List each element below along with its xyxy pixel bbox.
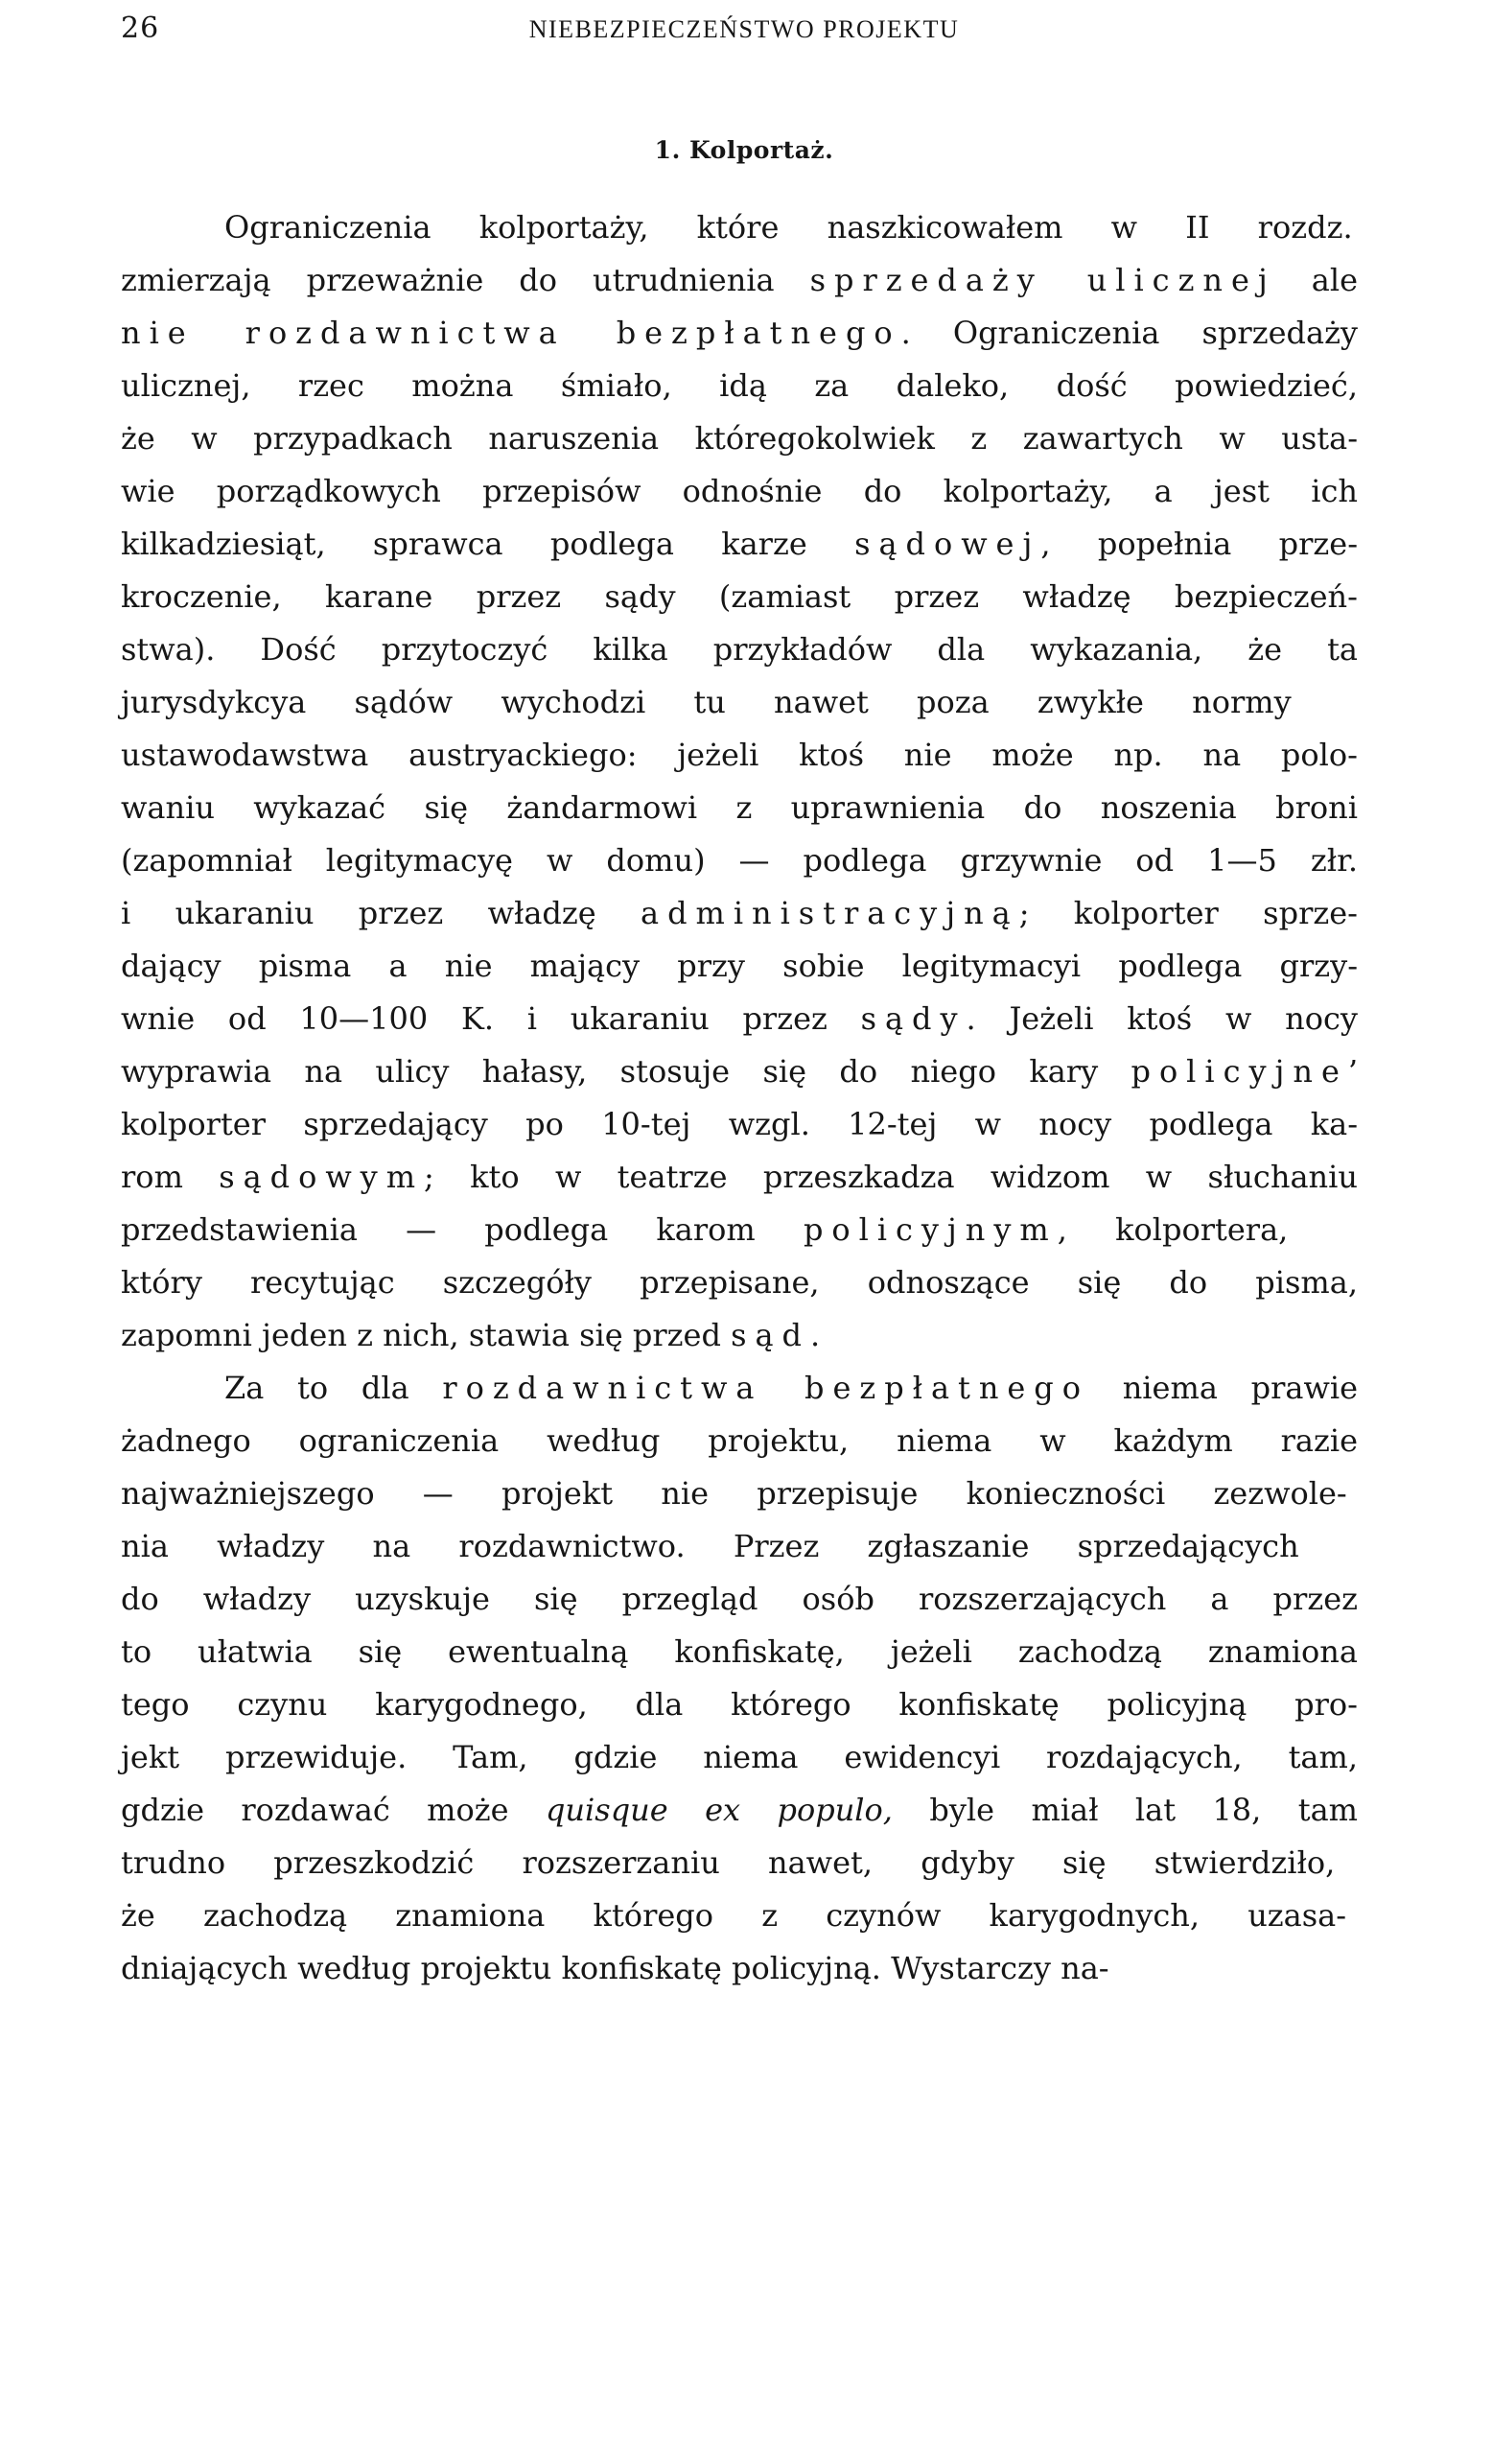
spaced-emphasis: sądowej [854, 526, 1041, 562]
text-segment: (zapomniał legitymacyę w domu) — podlega grzywnie od 1—5 złr. [121, 842, 1359, 879]
text-line [121, 1942, 1358, 1995]
spaced-emphasis: sąd [731, 1317, 810, 1353]
text-line [121, 571, 1358, 623]
text-segment: waniu wykazać się żandarmowi z uprawnienia do noszenia broni [121, 789, 1359, 826]
text-segment: że w przypadkach naruszenia któregokolwiek z zawartych w usta- [121, 420, 1359, 457]
text-line [121, 201, 1358, 254]
text-segment: ustawodawstwa austryackiego: jeżeli ktoś nie może np. na polo- [121, 737, 1358, 773]
text-line [121, 676, 1358, 729]
text-segment: Za to dla [224, 1370, 443, 1406]
spaced-emphasis: sądy [860, 1000, 967, 1037]
text-segment: , popełnia prze- [1040, 526, 1359, 562]
text-segment: trudno przeszkodzić rozszerzaniu nawet, gdyby się stwierdziło, [121, 1844, 1336, 1881]
text-line [121, 1573, 1358, 1626]
text-line [121, 465, 1358, 518]
text-line [121, 360, 1358, 412]
text-segment: . Jeżeli ktoś w nocy [966, 1000, 1358, 1037]
page-header [121, 12, 1367, 59]
text-segment: nia władzy na rozdawnictwo. Przez zgłaszanie sprzedających [121, 1528, 1299, 1564]
text-segment: że zachodzą znamiona którego z czynów karygodnych, uzasa- [121, 1897, 1347, 1934]
text-segment: rom [121, 1159, 220, 1195]
text-line [121, 1889, 1358, 1942]
spaced-emphasis: policyjnym [803, 1211, 1058, 1248]
text-line [121, 307, 1358, 360]
text-segment: jurysdykcya sądów wychodzi tu nawet poza zwykłe normy [121, 684, 1292, 720]
text-segment: dniających według projektu konfiskatę policyjną. Wystarczy na- [121, 1950, 1109, 1986]
text-segment: stwa). Dość przytoczyć kilka przykładów dla wykazania, że ta [121, 631, 1359, 668]
text-segment: jekt przewiduje. Tam, gdzie niema ewidencyi rozdających, tam, [121, 1739, 1359, 1775]
text-segment: najważniejszego — projekt nie przepisuje konieczności zezwole- [121, 1475, 1347, 1512]
text-line [121, 1626, 1358, 1678]
text-line [121, 1415, 1358, 1467]
text-line [121, 1731, 1358, 1784]
page-number: 26 [121, 12, 160, 45]
text-line [121, 993, 1358, 1045]
text-segment: zmierzają przeważnie do utrudnienia [121, 262, 810, 298]
text-line [121, 1204, 1358, 1256]
text-line [121, 1678, 1358, 1731]
text-segment: do władzy uzyskuje się przegląd osób rozszerzających a przez [121, 1581, 1358, 1617]
text-segment: tego czynu karygodnego, dla którego konfiskatę policyjną pro- [121, 1686, 1358, 1723]
text-line [121, 254, 1358, 307]
text-segment: ulicznej, rzec można śmiało, idą za daleko, dość powiedzieć, [121, 367, 1359, 404]
text-segment: ; kto w teatrze przeszkadza widzom w słuchaniu [424, 1159, 1358, 1195]
body-text [121, 201, 1358, 1995]
spaced-emphasis: administracyjną [641, 895, 1019, 931]
text-segment: ’ [1347, 1053, 1359, 1090]
text-segment: i ukaraniu przez władzę [121, 895, 641, 931]
italic-phrase: quisque ex populo, [545, 1792, 893, 1828]
text-line [121, 1467, 1358, 1520]
spaced-emphasis: policyjne [1131, 1053, 1348, 1090]
text-line [121, 729, 1358, 782]
spaced-emphasis: rozdawnictwa bezpłatnego [442, 1370, 1089, 1406]
text-segment: żadnego ograniczenia według projektu, niema w każdym razie [121, 1422, 1359, 1459]
text-segment: zapomni jeden z nich, stawia się przed [121, 1317, 732, 1353]
text-segment: gdzie rozdawać może [121, 1792, 546, 1828]
text-line [121, 1098, 1358, 1151]
text-line [121, 1151, 1358, 1204]
running-head: NIEBEZPIECZEŃSTWO PROJEKTU [528, 15, 960, 43]
text-segment: to ułatwia się ewentualną konfiskatę, jeżeli zachodzą znamiona [121, 1633, 1358, 1670]
text-segment: dający pisma a nie mający przy sobie legitymacyi podlega grzy- [121, 948, 1358, 984]
text-line [121, 940, 1358, 993]
spaced-emphasis: sądowym [219, 1159, 425, 1195]
text-segment: który recytując szczegóły przepisane, odnoszące się do pisma, [121, 1264, 1359, 1301]
text-segment: wie porządkowych przepisów odnośnie do kolportaży, a jest ich [121, 473, 1358, 509]
text-line [121, 782, 1358, 834]
text-segment: . Ograniczenia sprzedaży [900, 315, 1359, 351]
text-line [121, 1784, 1358, 1837]
text-line [121, 1362, 1358, 1415]
text-segment: wnie od 10—100 K. i ukaraniu przez [121, 1000, 861, 1037]
spaced-emphasis: nie rozdawnictwa bezpłatnego [121, 315, 901, 351]
text-line [121, 1520, 1358, 1573]
text-segment: . [809, 1317, 821, 1353]
text-line [121, 1256, 1358, 1309]
text-segment: , kolportera, [1057, 1211, 1289, 1248]
text-segment: byle miał lat 18, tam [892, 1792, 1359, 1828]
text-segment: niema prawie [1088, 1370, 1359, 1406]
text-segment: kroczenie, karane przez sądy (zamiast przez władzę bezpieczeń- [121, 578, 1358, 615]
text-line [121, 518, 1358, 571]
text-segment: ; kolporter sprze- [1018, 895, 1358, 931]
text-line [121, 1837, 1358, 1889]
text-line [121, 623, 1358, 676]
section-title: 1. Kolportaż. [654, 136, 834, 164]
text-line [121, 1309, 1358, 1362]
text-segment: Ograniczenia kolportaży, które naszkicowałem w II rozdz. [224, 209, 1353, 246]
text-segment: wyprawia na ulicy hałasy, stosuje się do niego kary [121, 1053, 1131, 1090]
text-segment: kilkadziesiąt, sprawca podlega karze [121, 526, 855, 562]
text-line [121, 412, 1358, 465]
text-line [121, 834, 1358, 887]
spaced-emphasis: sprzedaży ulicznej [809, 262, 1276, 298]
text-segment: ale [1275, 262, 1359, 298]
text-line [121, 1045, 1358, 1098]
text-segment: przedstawienia — podlega karom [121, 1211, 804, 1248]
text-segment: kolporter sprzedający po 10-tej wzgl. 12-tej w nocy podlega ka- [121, 1106, 1359, 1142]
text-line [121, 887, 1358, 940]
